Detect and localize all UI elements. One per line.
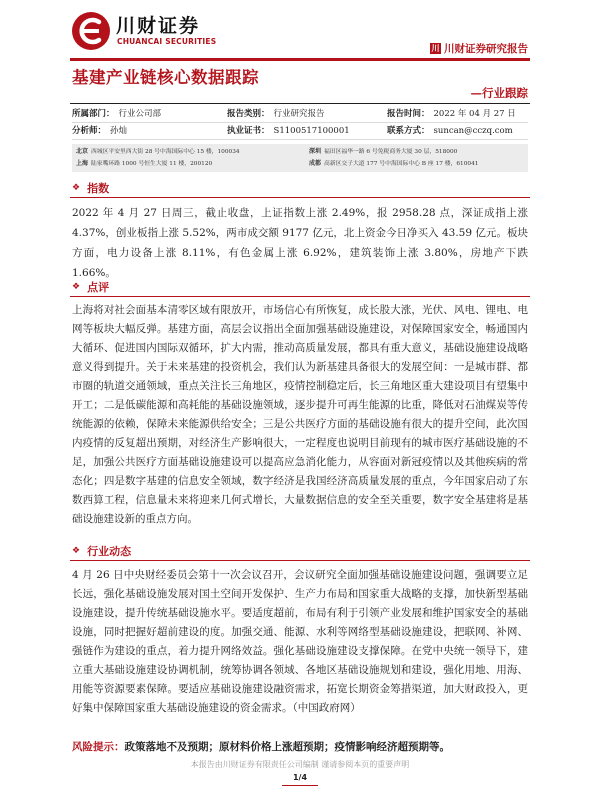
meta-row	[72, 123, 528, 140]
risk-warning	[72, 738, 528, 756]
comment-paragraph: 上海将对社会面基本清零区域有限放开，市场信心有所恢复，成长股大涨，光伏、风电、锂电、电网等板块大幅反弹。基建方面，高层会议指出全面加强基础设施建设，对保障国家安全，畅通国内大循环、促进国内国际双循环，扩大内需，推动高质量发展，都具有重大意义，基础设施建设战略意义得到提升。关于未来基建的投资机会，我们认为新基建具备很大的发展空间：一是城市群、都市圈的轨道交通领域，重点关注长三角地区，疫情控制稳定后，长三角地区重大建设项目有望集中开工；二是低碳能源和高耗能的基础设施领域，逐步提升可再生能源的比重，降低对石油煤炭等传统能源的依赖，保障未来能源供给安全；三是公共医疗方面的基础设施有很大的提升空间，此次国内疫情的反复超出预期，对经济生产影响很大，一定程度也说明目前现有的城市医疗基础设施的不足，加强公共医疗方面基础设施建设可以提高应急消化能力，从容面对新冠疫情以及其他疾病的常态化；四是数字基建的信息安全领域，数字经济是我国经济高质量发展的重点，今年国家启动了东数西算工程，信息量未来将迎来几何式增长，大量数据信息的安全至关重要，数字安全基建将是基础设施建设新的重点方向。	[72, 304, 528, 525]
address-shanghai: 上海 陆家嘴环路 1000 号恒生大厦 11 楼，200120	[76, 160, 213, 167]
meta-analyst: 分析师： 孙灿	[72, 126, 128, 136]
brand-name: 川财证券	[116, 15, 201, 37]
report-meta	[72, 106, 528, 140]
header-divider	[70, 58, 530, 61]
footer-disclaimer: 本报告由川财证券有限责任公司编制 谨请参阅本页的重要声明	[190, 760, 410, 769]
risk-text: 政策落地不及预期；原材料价格上涨超预期；疫情影响经济超预期等。	[124, 741, 450, 753]
page-number-underline	[282, 785, 318, 786]
diamond-icon: ❖	[72, 183, 81, 193]
address-shenzhen: 深圳 福田区福华一路 6 号免税商务大厦 30 层，518000	[309, 148, 458, 155]
address-row	[76, 146, 524, 158]
chuancai-logo-icon	[72, 12, 110, 50]
address-chengdu: 成都 高新区交子大道 177 号中海国际中心 B 座 17 楼，610041	[309, 160, 479, 167]
meta-contact[interactable]: 联系方式： suncan@cczq.com	[387, 126, 513, 136]
diamond-icon: ❖	[72, 546, 81, 556]
section-heading-comment: ❖ 点评	[72, 281, 110, 294]
index-paragraph: 2022 年 4 月 27 日周三，截止收盘，上证指数上涨 2.49%，报 2958.28 点，深证成指上涨 4.37%，创业板指上涨 5.52%，两市成交额 9177 亿元，北上资金今日净买入 43.59 亿元。板块方面，电力设备上涨 8.11%，有色金属上涨 6.92%，建筑装饰上涨 3.80%，房地产下跌 1.66%。	[72, 207, 528, 279]
meta-license: 执业证书： S1100517100001	[227, 126, 350, 136]
page-number: 1/4	[292, 773, 308, 782]
brand-name-en: CHUANCAI SECURITIES	[117, 37, 217, 46]
title-divider	[70, 103, 530, 104]
office-addresses	[72, 144, 528, 172]
address-row	[76, 158, 524, 170]
report-subtitle: —行业跟踪	[470, 86, 528, 100]
meta-department: 所属部门： 行业公司部	[72, 109, 162, 119]
report-tag-icon: 川	[431, 44, 440, 53]
address-beijing: 北京 西城区平安里西大街 28 号中海国际中心 15 楼，100034	[76, 148, 240, 155]
meta-report-type: 报告类别： 行业研究报告	[227, 109, 325, 119]
report-title: 基建产业链核心数据跟踪	[72, 68, 259, 87]
risk-label: 风险提示：	[72, 741, 125, 753]
meta-report-date: 报告时间： 2022 年 04 月 27 日	[387, 109, 516, 119]
diamond-icon: ❖	[72, 282, 81, 292]
report-brand-label: 川财证券研究报告	[444, 43, 528, 55]
section-divider	[70, 197, 530, 198]
report-brand-tag	[430, 41, 528, 56]
news-paragraph: 4 月 26 日中央财经委员会第十一次会议召开，会议研究全面加强基础设施建设问题，强调要立足长远，强化基础设施发展对国土空间开发保护、生产力布局和国家重大战略的支撑，加快新型基础设施建设，提升传统基础设施水平。要适度超前，布局有利于引领产业发展和维护国家安全的基础设施，同时把握好超前建设的度。加强交通、能源、水利等网络型基础设施建设，把联网、补网、强链作为建设的重点，着力提升网络效益。强化基础设施建设支撑保障。在党中央统一领导下，建立重大基础设施建设协调机制，统筹协调各领域、各地区基础设施规划和建设，强化用地、用海、用能等资源要素保障。要适应基础设施建设融资需求，拓宽长期资金筹措渠道，加大财政投入，更好集中保障国家重大基础设施建设的资金需求。（中国政府网）	[72, 569, 528, 714]
page-header	[0, 0, 600, 66]
section-divider	[70, 296, 530, 297]
section-heading-news: ❖ 行业动态	[72, 545, 132, 558]
section-divider	[70, 560, 530, 561]
meta-row	[72, 106, 528, 123]
section-heading-index: ❖ 指数	[72, 182, 110, 195]
